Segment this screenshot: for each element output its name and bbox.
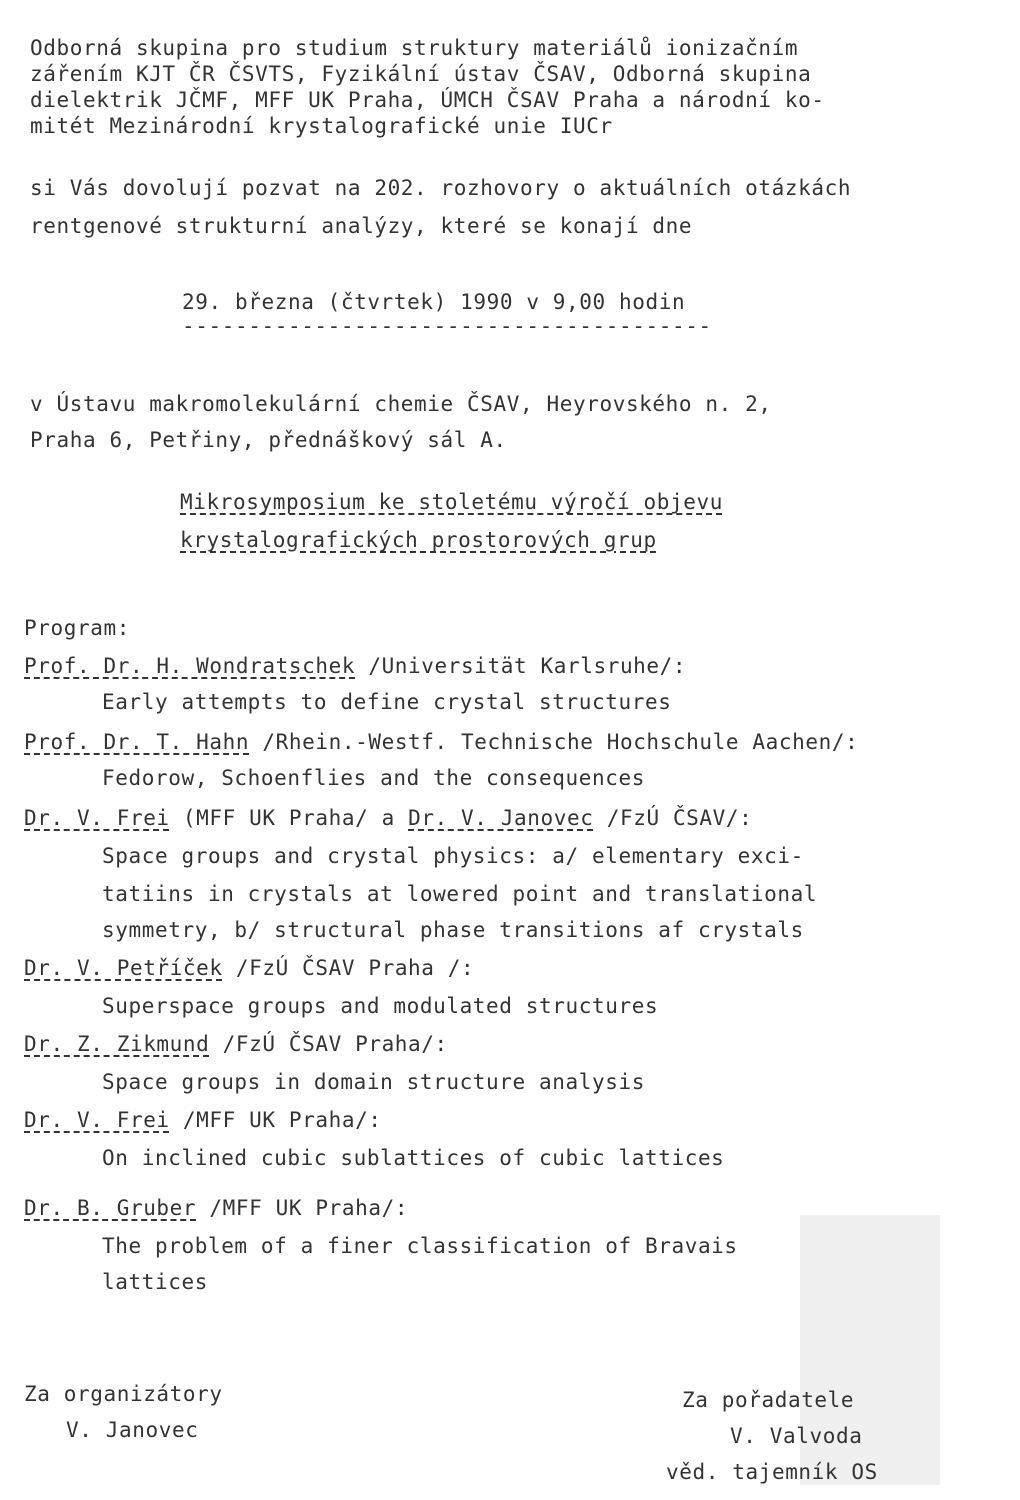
venue-line-1: v Ústavu makromolekulární chemie ČSAV, Heyrovského n. 2, [30,392,772,416]
speaker-affiliation: /MFF UK Praha/: [169,1108,382,1132]
program-speaker-line [24,1032,448,1056]
program-speaker-line [24,654,686,678]
organizer-name: V. Janovec [66,1418,199,1442]
speaker-affiliation: /Rhein.-Westf. Technische Hochschule Aachen/: [249,730,859,754]
program-label: Program: [24,616,130,640]
speaker-name: Dr. Z. Zikmund [24,1032,210,1056]
speaker-name: Dr. V. Frei [24,1108,170,1132]
talk-title-cont: lattices [102,1270,208,1294]
speaker-affiliation: (MFF UK Praha/ a [169,806,409,830]
speaker-affiliation: /FzÚ ČSAV Praha/: [209,1032,448,1056]
speaker-name: Prof. Dr. H. Wondratschek [24,654,356,678]
talk-title: Early attempts to define crystal structures [102,690,672,714]
program-speaker-line [24,806,752,830]
speaker-affiliation-2: /FzÚ ČSAV/: [593,806,753,830]
talk-title: Space groups and crystal physics: a/ elementary exci- [102,844,804,868]
header-line-4: mitét Mezinárodní krystalografické unie IUCr [30,114,613,138]
speaker-name: Prof. Dr. T. Hahn [24,730,250,754]
talk-title: Superspace groups and modulated structures [102,994,659,1018]
program-speaker-line [24,1108,382,1132]
host-name: V. Valvoda [730,1424,863,1448]
speaker-name-2: Dr. V. Janovec [408,806,594,830]
venue-line-2: Praha 6, Petřiny, přednáškový sál A. [30,428,507,452]
header-line-3: dielektrik JČMF, MFF UK Praha, ÚMCH ČSAV Praha a národní ko- [30,88,825,112]
program-speaker-line [24,1196,408,1220]
invitation-line-2: rentgenové strukturní analýzy, které se konají dne [30,214,693,238]
symposium-title-line-1: Mikrosymposium ke stoletému výročí objevu [180,490,723,514]
speaker-affiliation: /FzÚ ČSAV Praha /: [222,956,475,980]
program-speaker-line [24,730,858,754]
speaker-name: Dr. V. Petříček [24,956,223,980]
talk-title-cont: tatiins in crystals at lowered point and translational [102,882,818,906]
host-role: věd. tajemník OS [666,1460,878,1484]
header-line-1: Odborná skupina pro studium struktury materiálů ionizačním [30,36,799,60]
host-label: Za pořadatele [682,1388,855,1412]
speaker-name: Dr. V. Frei [24,806,170,830]
event-date: 29. března (čtvrtek) 1990 v 9,00 hodin [182,290,686,314]
symposium-title-line-2: krystalografických prostorových grup [180,528,657,552]
talk-title: The problem of a finer classification of Bravais [102,1234,738,1258]
talk-title: On inclined cubic sublattices of cubic lattices [102,1146,725,1170]
header-line-2: zářením KJT ČR ČSVTS, Fyzikální ústav ČSAV, Odborná skupina [30,62,812,86]
speaker-name: Dr. B. Gruber [24,1196,197,1220]
program-speaker-line [24,956,474,980]
talk-title: Fedorow, Schoenflies and the consequences [102,766,645,790]
talk-title: Space groups in domain structure analysis [102,1070,645,1094]
event-date-rule: ---------------------------------------- [182,314,712,338]
speaker-affiliation: /Universität Karlsruhe/: [355,654,687,678]
organizers-label: Za organizátory [24,1382,223,1406]
invitation-line-1: si Vás dovolují pozvat na 202. rozhovory o aktuálních otázkách [30,176,852,200]
talk-title-cont: symmetry, b/ structural phase transitions af crystals [102,918,804,942]
speaker-affiliation: /MFF UK Praha/: [196,1196,409,1220]
